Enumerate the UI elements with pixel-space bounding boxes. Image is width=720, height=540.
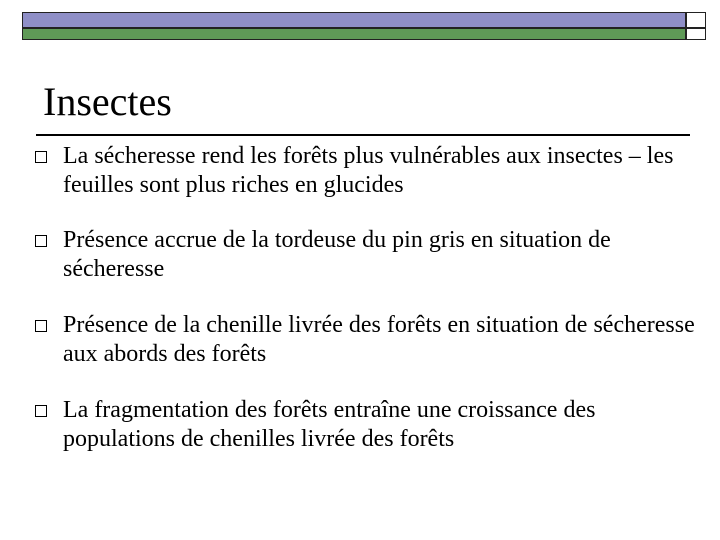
bullet-text: La fragmentation des forêts entraîne une croissance des populations de chenilles livrée des forêts [63, 397, 596, 452]
bullet-text: Présence accrue de la tordeuse du pin gris en situation de sécheresse [63, 227, 611, 282]
header-decor-bar [22, 12, 686, 28]
bullet-text: La sécheresse rend les forêts plus vulnérables aux insectes – les feuilles sont plus riches en glucides [63, 143, 674, 198]
slide-title: Insectes [43, 79, 172, 124]
square-bullet-icon [35, 320, 47, 332]
header-decor-corner-bottom [686, 28, 706, 40]
square-bullet-icon [35, 235, 47, 247]
bullet-text: Présence de la chenille livrée des forêts en situation de sécheresse aux abords des forêts [63, 312, 695, 367]
square-bullet-icon [35, 405, 47, 417]
title-underline [36, 134, 690, 136]
header-decor-stripe [22, 28, 686, 40]
square-bullet-icon [35, 151, 47, 163]
header-decor-corner-top [686, 12, 706, 28]
